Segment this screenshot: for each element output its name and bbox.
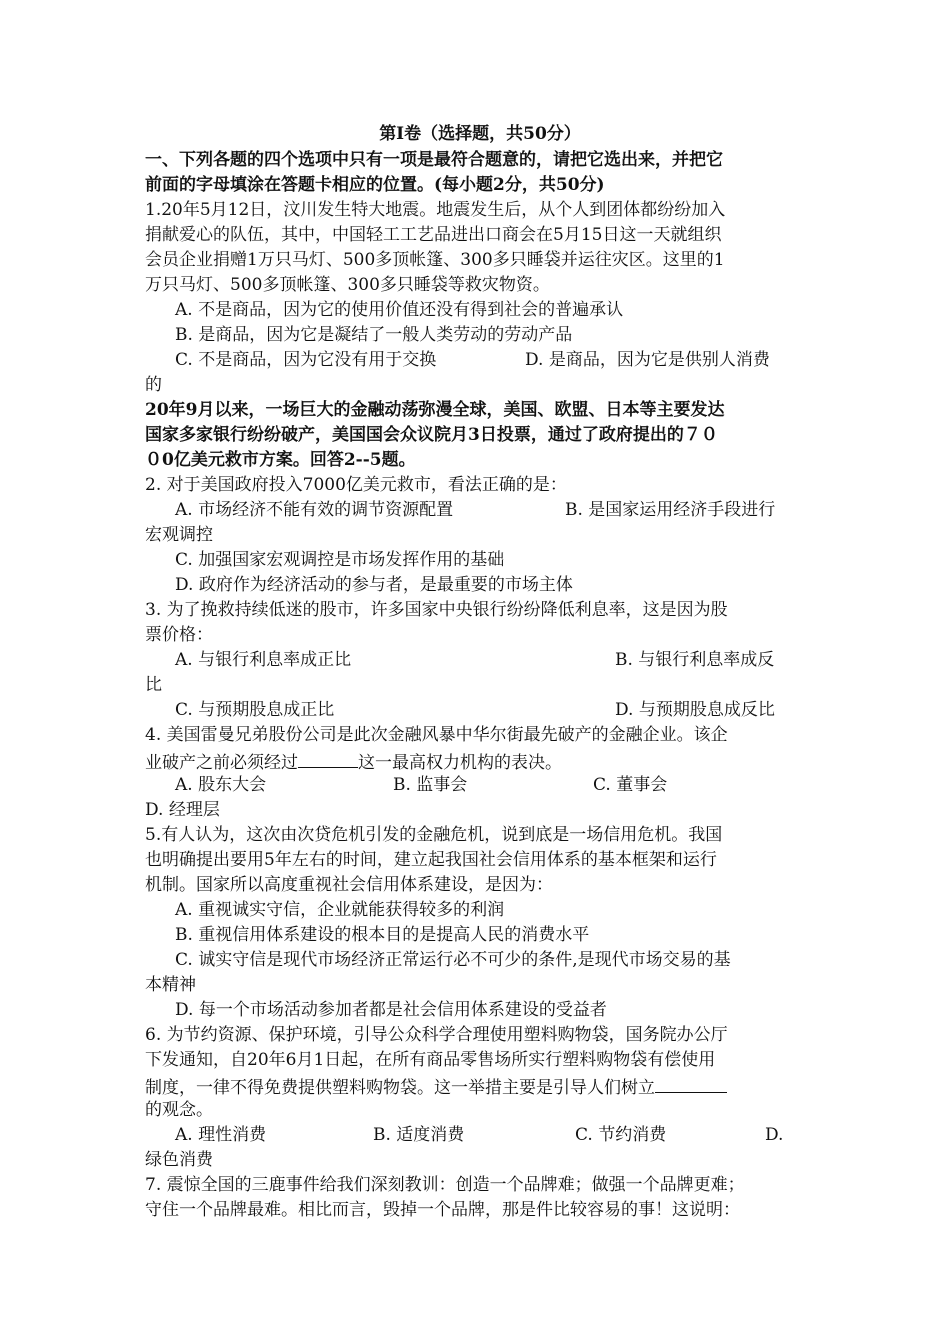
q2-option-a: A. 市场经济不能有效的调节资源配置 xyxy=(175,500,454,520)
q2-option-d: D. 政府作为经济活动的参与者，是最重要的市场主体 xyxy=(175,575,573,595)
q5-option-c-cont: 本精神 xyxy=(145,975,196,995)
q4-option-d: D. 经理层 xyxy=(145,800,220,820)
section-heading-line-2: 前面的字母填涂在答题卡相应的位置。(每小题2分，共50分) xyxy=(145,175,605,195)
q4-options-abc xyxy=(145,773,815,798)
q1-options-cd xyxy=(145,348,815,373)
q2-stem: 2. 对于美国政府投入7000亿美元救市，看法正确的是： xyxy=(145,475,567,495)
q2-option-b-cont: 宏观调控 xyxy=(145,525,213,545)
q6-stem-end: 的观念。 xyxy=(145,1100,213,1120)
q6-options-abcd xyxy=(145,1123,815,1148)
q1-option-d: D. 是商品，因为它是供别人消费 xyxy=(525,350,770,370)
q2-option-c: C. 加强国家宏观调控是市场发挥作用的基础 xyxy=(175,550,505,570)
q3-option-c: C. 与预期股息成正比 xyxy=(175,700,335,720)
q6-stem-part: 制度，一律不得免费提供塑料购物袋。这一举措主要是引导人们树立 xyxy=(145,1078,655,1098)
q5-stem-line-3: 机制。国家所以高度重视社会信用体系建设，是因为： xyxy=(145,875,553,895)
q4-stem-part-2: 这一最高权力机构的表决。 xyxy=(358,753,562,773)
q6-option-c: C. 节约消费 xyxy=(575,1125,667,1145)
q3-option-b: B. 与银行利息率成反 xyxy=(615,650,775,670)
q5-option-c: C. 诚实守信是现代市场经济正常运行必不可少的条件,是现代市场交易的基 xyxy=(175,950,731,970)
q6-stem-line-3 xyxy=(145,1073,815,1098)
material-line-2: 国家多家银行纷纷破产，美国国会众议院月3日投票，通过了政府提出的７０ xyxy=(145,425,718,445)
q4-option-c: C. 董事会 xyxy=(593,775,668,795)
q7-stem-line-1: 7. 震惊全国的三鹿事件给我们深刻教训：创造一个品牌难；做强一个品牌更难； xyxy=(145,1175,745,1195)
q5-option-a: A. 重视诚实守信，企业就能获得较多的利润 xyxy=(175,900,505,920)
q6-option-b: B. 适度消费 xyxy=(373,1125,465,1145)
q1-option-b: B. 是商品，因为它是凝结了一般人类劳动的劳动产品 xyxy=(175,325,573,345)
part-title: 第Ⅰ卷（选择题，共50分） xyxy=(379,124,581,144)
q2-option-b: B. 是国家运用经济手段进行 xyxy=(565,500,776,520)
q4-option-a: A. 股东大会 xyxy=(175,775,267,795)
q1-stem-line-1: 1.20年5月12日，汶川发生特大地震。地震发生后，从个人到团体都纷纷加入 xyxy=(145,200,726,220)
q1-stem-line-2: 捐献爱心的队伍，其中，中国轻工工艺品进出口商会在5月15日这一天就组织 xyxy=(145,225,722,245)
q1-option-d-cont: 的 xyxy=(145,375,162,395)
q6-stem-line-2: 下发通知，自20年6月1日起，在所有商品零售场所实行塑料购物袋有偿使用 xyxy=(145,1050,716,1070)
q1-option-a: A. 不是商品，因为它的使用价值还没有得到社会的普遍承认 xyxy=(175,300,624,320)
q1-stem-line-4: 万只马灯、500多顶帐篷、300多只睡袋等救灾物资。 xyxy=(145,275,550,295)
q1-option-c: C. 不是商品，因为它没有用于交换 xyxy=(175,350,437,370)
q4-stem-line-2 xyxy=(145,748,815,773)
q3-stem-line-2: 票价格： xyxy=(145,625,213,645)
q3-options-cd xyxy=(145,698,815,723)
q3-option-a: A. 与银行利息率成正比 xyxy=(175,650,352,670)
material-line-3: ０0亿美元救市方案。回答2--5题。 xyxy=(145,450,416,470)
q3-option-d: D. 与预期股息成反比 xyxy=(615,700,775,720)
q5-option-b: B. 重视信用体系建设的根本目的是提高人民的消费水平 xyxy=(175,925,590,945)
q5-stem-line-1: 5.有人认为，这次由次贷危机引发的金融危机，说到底是一场信用危机。我国 xyxy=(145,825,723,845)
exam-page xyxy=(145,120,815,1223)
q6-stem-line-1: 6. 为节约资源、保护环境，引导公众科学合理使用塑料购物袋，国务院办公厅 xyxy=(145,1025,728,1045)
q1-stem-line-3: 会员企业捐赠1万只马灯、500多顶帐篷、300多只睡袋并运往灾区。这里的1 xyxy=(145,250,725,270)
q6-answer-blank xyxy=(655,1073,727,1093)
q5-option-d: D. 每一个市场活动参加者都是社会信用体系建设的受益者 xyxy=(175,1000,607,1020)
q3-option-b-cont: 比 xyxy=(145,675,162,695)
q4-answer-blank xyxy=(298,748,358,768)
q3-stem-line-1: 3. 为了挽救持续低迷的股市，许多国家中央银行纷纷降低利息率，这是因为股 xyxy=(145,600,728,620)
q4-stem-part-1: 业破产之前必须经过 xyxy=(145,753,298,773)
q7-stem-line-2: 守住一个品牌最难。相比而言，毁掉一个品牌，那是件比较容易的事！这说明： xyxy=(145,1200,740,1220)
q5-stem-line-2: 也明确提出要用5年左右的时间，建立起我国社会信用体系的基本框架和运行 xyxy=(145,850,717,870)
q6-option-d: D. xyxy=(765,1125,784,1145)
q6-option-a: A. 理性消费 xyxy=(175,1125,267,1145)
q6-option-d-cont: 绿色消费 xyxy=(145,1150,213,1170)
q4-stem-line-1: 4. 美国雷曼兄弟股份公司是此次金融风暴中华尔街最先破产的金融企业。该企 xyxy=(145,725,728,745)
q2-options-ab xyxy=(145,498,815,523)
q3-options-ab xyxy=(145,648,815,673)
material-line-1: 20年9月以来，一场巨大的金融动荡弥漫全球，美国、欧盟、日本等主要发达 xyxy=(145,400,725,420)
section-heading-line-1: 一、下列各题的四个选项中只有一项是最符合题意的，请把它选出来，并把它 xyxy=(145,150,723,170)
q4-option-b: B. 监事会 xyxy=(393,775,468,795)
